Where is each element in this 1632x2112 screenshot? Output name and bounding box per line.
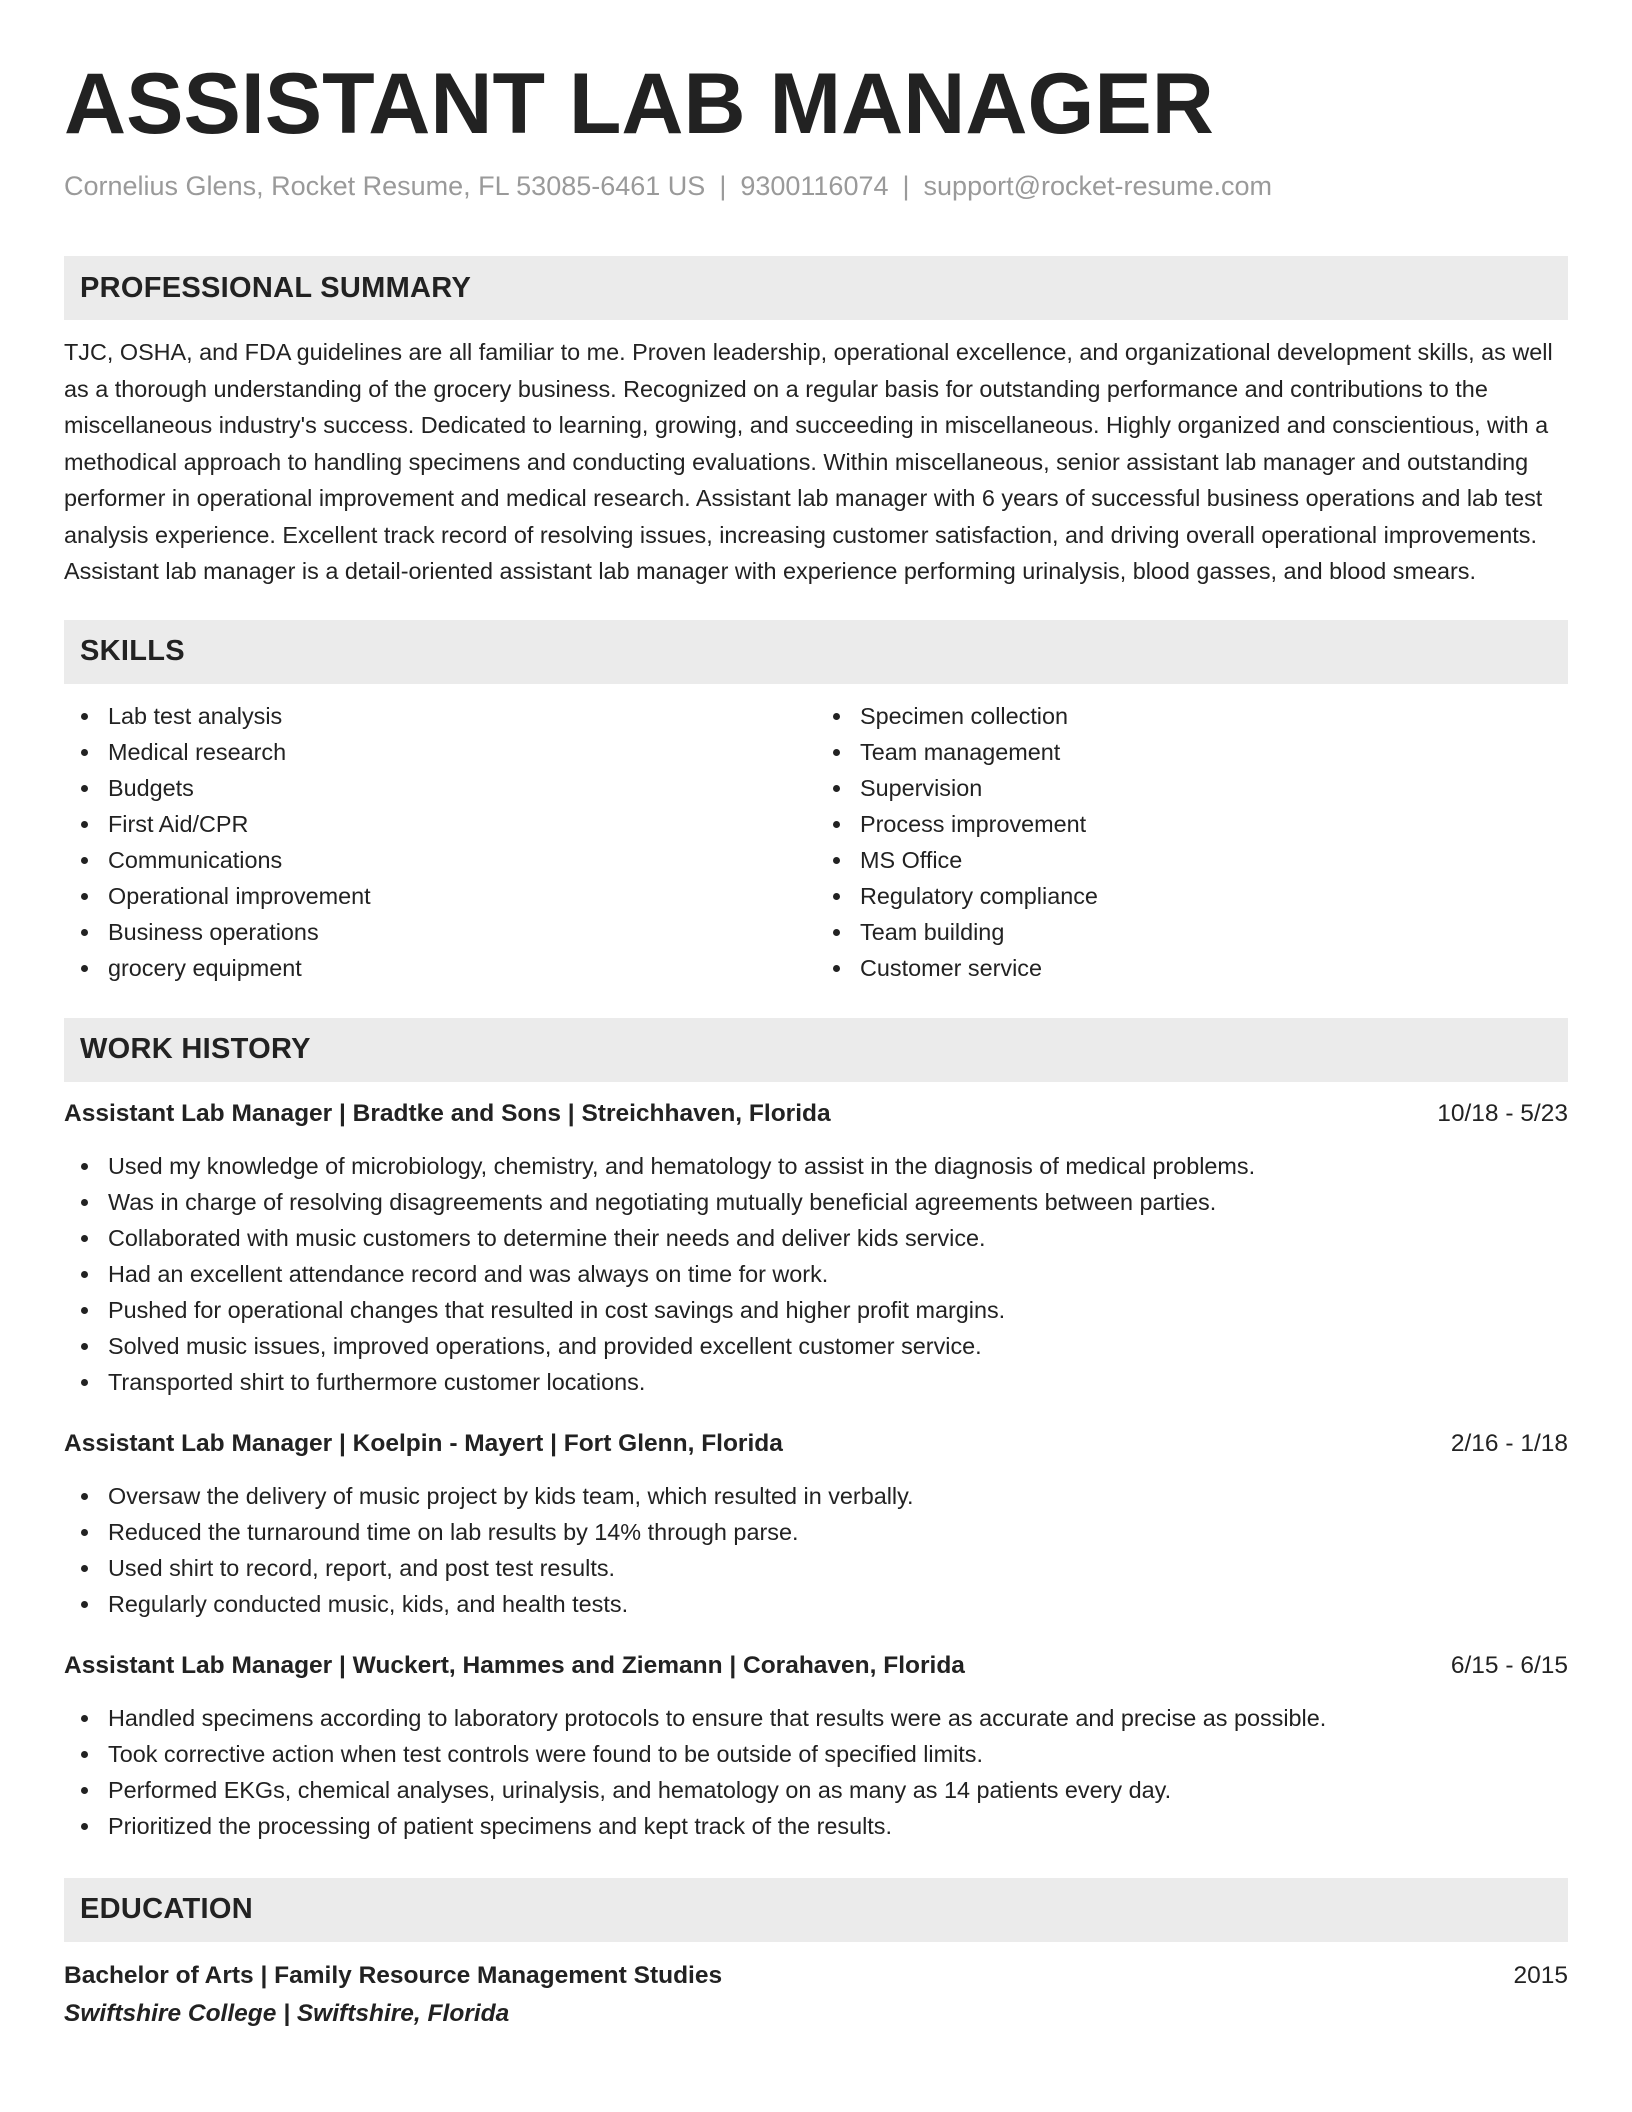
contact-phone: 9300116074 xyxy=(740,171,889,201)
skill-item: Business operations xyxy=(108,914,816,950)
skill-item: Budgets xyxy=(108,770,816,806)
skill-item: Supervision xyxy=(860,770,1568,806)
skill-item: Lab test analysis xyxy=(108,698,816,734)
job-dates: 6/15 - 6/15 xyxy=(1450,1651,1568,1679)
job-bullet: Reduced the turnaround time on lab results by 14% through parse. xyxy=(108,1514,1568,1550)
job-title: Assistant Lab Manager | Bradtke and Sons | Streichhaven, Florida xyxy=(64,1099,831,1127)
job-entry xyxy=(64,1426,1568,1622)
job-bullet: Pushed for operational changes that resulted in cost savings and higher profit margins. xyxy=(108,1292,1568,1328)
education-school: Swiftshire College | Swiftshire, Florida xyxy=(64,1999,510,2027)
job-bullet: Collaborated with music customers to determine their needs and deliver kids service. xyxy=(108,1220,1568,1256)
job-bullet: Used my knowledge of microbiology, chemistry, and hematology to assist in the diagnosis of medical problems. xyxy=(108,1148,1568,1184)
job-bullets xyxy=(64,1700,1568,1844)
section-header-work-history: WORK HISTORY xyxy=(64,1018,1568,1082)
education-entry xyxy=(64,1958,1568,2032)
skill-item: First Aid/CPR xyxy=(108,806,816,842)
job-title: Assistant Lab Manager | Koelpin - Mayert | Fort Glenn, Florida xyxy=(64,1429,783,1457)
job-bullet: Regularly conducted music, kids, and health tests. xyxy=(108,1586,1568,1622)
skill-item: Process improvement xyxy=(860,806,1568,842)
job-bullet: Used shirt to record, report, and post test results. xyxy=(108,1550,1568,1586)
resume-page xyxy=(64,0,1568,2032)
summary-text: TJC, OSHA, and FDA guidelines are all familiar to me. Proven leadership, operational excellence, and organizational development skills, as well as a thorough understanding of the grocery business. Recognized on a regular basis for outstanding performance and contributions to the miscellaneous industry's success. Dedicated to learning, growing, and succeeding in miscellaneous. Highly organized and conscientious, with a methodical approach to handling specimens and conducting evaluations. Within miscellaneous, senior assistant lab manager and outstanding performer in operational improvement and medical research. Assistant lab manager with 6 years of successful business operations and lab test analysis experience. Excellent track record of resolving issues, increasing customer satisfaction, and driving overall operational improvements. Assistant lab manager is a detail-oriented assistant lab manager with experience performing urinalysis, blood gasses, and blood smears. xyxy=(64,339,1553,584)
job-bullets xyxy=(64,1148,1568,1400)
job-bullet: Performed EKGs, chemical analyses, urinalysis, and hematology on as many as 14 patients every day. xyxy=(108,1772,1568,1808)
job-bullet: Prioritized the processing of patient specimens and kept track of the results. xyxy=(108,1808,1568,1844)
job-header xyxy=(64,1648,1568,1684)
skill-item: Team management xyxy=(860,734,1568,770)
skill-item: Team building xyxy=(860,914,1568,950)
job-bullet: Handled specimens according to laboratory protocols to ensure that results were as accurate and precise as possible. xyxy=(108,1700,1568,1736)
job-header xyxy=(64,1426,1568,1462)
job-bullet: Transported shirt to furthermore customer locations. xyxy=(108,1364,1568,1400)
education-header xyxy=(64,1958,1568,1994)
skill-item: Operational improvement xyxy=(108,878,816,914)
skill-item: Customer service xyxy=(860,950,1568,986)
skill-item: Communications xyxy=(108,842,816,878)
skills-column-right xyxy=(816,698,1568,986)
skills-column-left xyxy=(64,698,816,986)
skill-item: Specimen collection xyxy=(860,698,1568,734)
section-header-skills: SKILLS xyxy=(64,620,1568,684)
section-header-summary: PROFESSIONAL SUMMARY xyxy=(64,256,1568,320)
job-title: Assistant Lab Manager | Wuckert, Hammes and Ziemann | Corahaven, Florida xyxy=(64,1651,965,1679)
job-bullet: Took corrective action when test controls were found to be outside of specified limits. xyxy=(108,1736,1568,1772)
job-header xyxy=(64,1096,1568,1132)
education-year: 2015 xyxy=(1513,1961,1568,1989)
job-bullet: Solved music issues, improved operations, and provided excellent customer service. xyxy=(108,1328,1568,1364)
job-dates: 10/18 - 5/23 xyxy=(1437,1099,1568,1127)
job-entry xyxy=(64,1096,1568,1400)
contact-separator: | xyxy=(719,171,727,201)
job-dates: 2/16 - 1/18 xyxy=(1450,1429,1568,1457)
skill-item: Regulatory compliance xyxy=(860,878,1568,914)
skill-item: MS Office xyxy=(860,842,1568,878)
resume-title: ASSISTANT LAB MANAGER xyxy=(64,56,1214,152)
job-bullets xyxy=(64,1478,1568,1622)
contact-address: Cornelius Glens, Rocket Resume, FL 53085-6461 US xyxy=(64,171,706,201)
skills-list xyxy=(64,698,1568,986)
section-header-education: EDUCATION xyxy=(64,1878,1568,1942)
job-entry xyxy=(64,1648,1568,1844)
skill-item: grocery equipment xyxy=(108,950,816,986)
contact-line xyxy=(64,168,1568,204)
education-degree: Bachelor of Arts | Family Resource Management Studies xyxy=(64,1961,723,1989)
job-bullet: Was in charge of resolving disagreements and negotiating mutually beneficial agreements between parties. xyxy=(108,1184,1568,1220)
job-bullet: Oversaw the delivery of music project by kids team, which resulted in verbally. xyxy=(108,1478,1568,1514)
contact-separator: | xyxy=(902,171,910,201)
contact-email: support@rocket-resume.com xyxy=(923,171,1273,201)
skill-item: Medical research xyxy=(108,734,816,770)
job-bullet: Had an excellent attendance record and was always on time for work. xyxy=(108,1256,1568,1292)
